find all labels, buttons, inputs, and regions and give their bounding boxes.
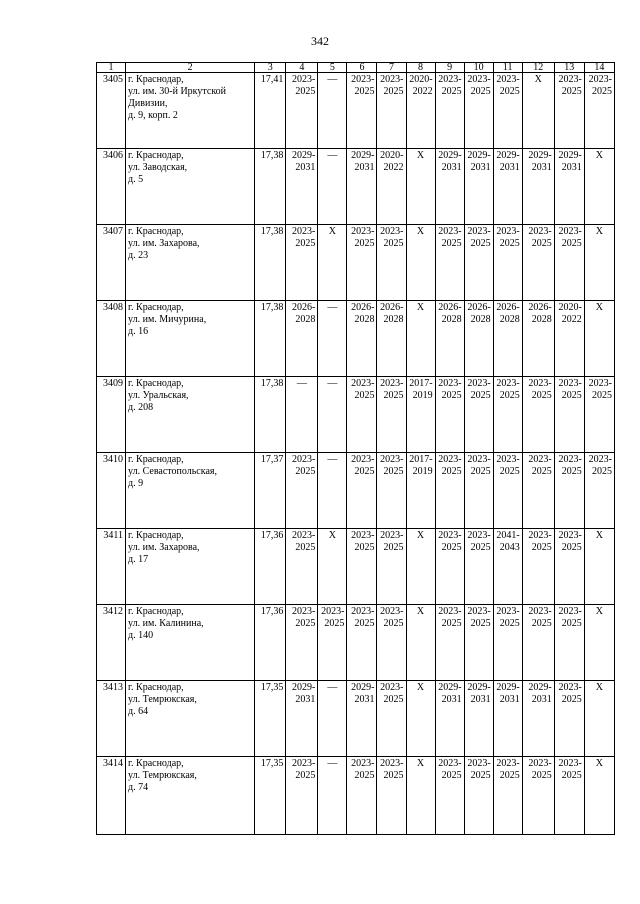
column-header-5: 5	[318, 63, 347, 73]
year-cell: X	[406, 757, 435, 835]
year-cell: —	[286, 377, 318, 453]
year-cell: 2023- 2025	[435, 377, 464, 453]
year-cell: 2023- 2025	[554, 453, 584, 529]
year-cell: 2023- 2025	[493, 73, 522, 149]
year-cell: X	[406, 529, 435, 605]
table-row	[97, 757, 615, 835]
address-line: ул. Севастопольская,	[128, 466, 217, 477]
year-cell: 2023- 2025	[522, 605, 554, 681]
address-line: г. Краснодар,	[128, 530, 184, 541]
year-cell: 2023- 2025	[493, 453, 522, 529]
year-cell: X	[584, 757, 614, 835]
year-cell: 2026- 2028	[435, 301, 464, 377]
year-cell: 2029- 2031	[522, 149, 554, 225]
address-line: ул. им. Мичурина,	[128, 314, 207, 325]
row-number: 3408	[97, 301, 126, 377]
year-cell: 2023- 2025	[464, 757, 493, 835]
table-row	[97, 225, 615, 301]
year-cell: 2023- 2025	[318, 605, 347, 681]
year-cell: 2023- 2025	[493, 605, 522, 681]
year-cell: 2026- 2028	[493, 301, 522, 377]
year-cell: 2023- 2025	[522, 377, 554, 453]
row-number: 3407	[97, 225, 126, 301]
year-cell: 2023- 2025	[347, 225, 377, 301]
address-line: д. 74	[128, 782, 149, 793]
row-number: 3411	[97, 529, 126, 605]
year-cell: 2023- 2025	[286, 73, 318, 149]
address-line: ул. им. Захарова,	[128, 542, 200, 553]
address-line: д. 64	[128, 706, 149, 717]
year-cell: 2023- 2025	[377, 757, 406, 835]
value-cell: 17,37	[255, 453, 286, 529]
year-cell: 2029- 2031	[286, 149, 318, 225]
year-cell: X	[522, 73, 554, 149]
address-line: ул. Заводская,	[128, 162, 188, 173]
address-line: ул. им. Захарова,	[128, 238, 200, 249]
year-cell: 2023- 2025	[435, 453, 464, 529]
year-cell: 2023- 2025	[464, 605, 493, 681]
address-line: ул. им. 30-й Иркутской	[128, 86, 227, 97]
year-cell: 2026- 2028	[347, 301, 377, 377]
year-cell: 2023- 2025	[435, 73, 464, 149]
table-row	[97, 73, 615, 149]
address-cell	[126, 149, 255, 225]
table-row	[97, 453, 615, 529]
year-cell: 2023- 2025	[584, 453, 614, 529]
year-cell: 2029- 2031	[493, 149, 522, 225]
address-line: г. Краснодар,	[128, 378, 184, 389]
column-header-10: 10	[464, 63, 493, 73]
table-row	[97, 377, 615, 453]
column-header-3: 3	[255, 63, 286, 73]
address-line: д. 16	[128, 326, 149, 337]
year-cell: X	[406, 149, 435, 225]
address-line: д. 140	[128, 630, 154, 641]
year-cell: —	[318, 681, 347, 757]
year-cell: 2023- 2025	[347, 605, 377, 681]
address-line: г. Краснодар,	[128, 74, 184, 85]
address-cell	[126, 73, 255, 149]
value-cell: 17,38	[255, 377, 286, 453]
year-cell: 2029- 2031	[493, 681, 522, 757]
year-cell: 2023- 2025	[554, 529, 584, 605]
row-number: 3412	[97, 605, 126, 681]
table-row	[97, 301, 615, 377]
column-header-13: 13	[554, 63, 584, 73]
year-cell: 2023- 2025	[286, 757, 318, 835]
address-cell	[126, 681, 255, 757]
year-cell: —	[318, 453, 347, 529]
year-cell: 2017- 2019	[406, 377, 435, 453]
column-header-7: 7	[377, 63, 406, 73]
year-cell: 2023- 2025	[464, 453, 493, 529]
year-cell: 2023- 2025	[377, 681, 406, 757]
address-line: ул. Уральская,	[128, 390, 189, 401]
year-cell: 2023- 2025	[377, 453, 406, 529]
address-cell	[126, 529, 255, 605]
column-header-4: 4	[286, 63, 318, 73]
year-cell: 2023- 2025	[347, 529, 377, 605]
year-cell: 2023- 2025	[377, 377, 406, 453]
address-line: д. 17	[128, 554, 149, 565]
column-header-6: 6	[347, 63, 377, 73]
column-header-12: 12	[522, 63, 554, 73]
address-line: г. Краснодар,	[128, 758, 184, 769]
year-cell: 2023- 2025	[435, 605, 464, 681]
year-cell: 2023- 2025	[554, 377, 584, 453]
year-cell: 2023- 2025	[584, 377, 614, 453]
year-cell: 2023- 2025	[522, 529, 554, 605]
year-cell: —	[318, 73, 347, 149]
year-cell: 2023- 2025	[554, 757, 584, 835]
row-number: 3406	[97, 149, 126, 225]
year-cell: 2023- 2025	[286, 605, 318, 681]
year-cell: X	[318, 225, 347, 301]
year-cell: X	[406, 301, 435, 377]
year-cell: 2026- 2028	[286, 301, 318, 377]
column-header-1: 1	[97, 63, 126, 73]
address-line: ул. им. Калинина,	[128, 618, 204, 629]
year-cell: 2023- 2025	[435, 529, 464, 605]
address-line: г. Краснодар,	[128, 226, 184, 237]
year-cell: 2029- 2031	[464, 681, 493, 757]
column-header-2: 2	[126, 63, 255, 73]
year-cell: 2017- 2019	[406, 453, 435, 529]
year-cell: 2023- 2025	[493, 377, 522, 453]
year-cell: 2029- 2031	[435, 681, 464, 757]
table-row	[97, 529, 615, 605]
address-cell	[126, 377, 255, 453]
year-cell: X	[406, 605, 435, 681]
address-line: д. 23	[128, 250, 149, 261]
year-cell: 2023- 2025	[464, 225, 493, 301]
year-cell: —	[318, 377, 347, 453]
year-cell: 2023- 2025	[377, 73, 406, 149]
column-header-11: 11	[493, 63, 522, 73]
row-number: 3409	[97, 377, 126, 453]
address-line: г. Краснодар,	[128, 682, 184, 693]
year-cell: 2023- 2025	[286, 225, 318, 301]
value-cell: 17,36	[255, 605, 286, 681]
column-header-8: 8	[406, 63, 435, 73]
year-cell: X	[584, 529, 614, 605]
year-cell: 2023- 2025	[347, 757, 377, 835]
value-cell: 17,36	[255, 529, 286, 605]
year-cell: X	[406, 681, 435, 757]
year-cell: 2023- 2025	[286, 529, 318, 605]
address-cell	[126, 605, 255, 681]
year-cell: 2023- 2025	[493, 757, 522, 835]
year-cell: —	[318, 301, 347, 377]
year-cell: X	[584, 301, 614, 377]
row-number: 3413	[97, 681, 126, 757]
year-cell: 2023- 2025	[554, 225, 584, 301]
year-cell: 2023- 2025	[435, 757, 464, 835]
address-line: г. Краснодар,	[128, 606, 184, 617]
year-cell: 2023- 2025	[584, 73, 614, 149]
address-line: д. 9, корп. 2	[128, 110, 178, 121]
address-line: д. 208	[128, 402, 154, 413]
year-cell: 2029- 2031	[435, 149, 464, 225]
year-cell: 2023- 2025	[493, 225, 522, 301]
header-row	[97, 63, 615, 73]
value-cell: 17,38	[255, 149, 286, 225]
value-cell: 17,35	[255, 681, 286, 757]
year-cell: 2029- 2031	[286, 681, 318, 757]
year-cell: 2023- 2025	[464, 377, 493, 453]
year-cell: 2023- 2025	[347, 73, 377, 149]
row-number: 3405	[97, 73, 126, 149]
year-cell: X	[318, 529, 347, 605]
year-cell: X	[584, 681, 614, 757]
year-cell: 2029- 2031	[554, 149, 584, 225]
year-cell: 2023- 2025	[522, 757, 554, 835]
table-row	[97, 681, 615, 757]
year-cell: 2029- 2031	[522, 681, 554, 757]
address-cell	[126, 453, 255, 529]
year-cell: 2026- 2028	[377, 301, 406, 377]
address-line: Дивизии,	[128, 98, 168, 109]
year-cell: X	[406, 225, 435, 301]
year-cell: 2023- 2025	[377, 225, 406, 301]
address-cell	[126, 225, 255, 301]
year-cell: 2023- 2025	[347, 453, 377, 529]
year-cell: X	[584, 225, 614, 301]
address-line: д. 5	[128, 174, 144, 185]
address-line: г. Краснодар,	[128, 150, 184, 161]
year-cell: 2020- 2022	[406, 73, 435, 149]
year-cell: —	[318, 757, 347, 835]
year-cell: 2020- 2022	[377, 149, 406, 225]
address-cell	[126, 301, 255, 377]
address-line: ул. Темрюкская,	[128, 770, 197, 781]
year-cell: X	[584, 149, 614, 225]
year-cell: 2023- 2025	[464, 73, 493, 149]
year-cell: 2026- 2028	[522, 301, 554, 377]
year-cell: 2023- 2025	[554, 73, 584, 149]
column-header-14: 14	[584, 63, 614, 73]
year-cell: 2023- 2025	[377, 529, 406, 605]
year-cell: 2023- 2025	[522, 225, 554, 301]
year-cell: 2041- 2043	[493, 529, 522, 605]
year-cell: 2023- 2025	[522, 453, 554, 529]
address-cell	[126, 757, 255, 835]
year-cell: 2023- 2025	[554, 605, 584, 681]
year-cell: 2029- 2031	[464, 149, 493, 225]
value-cell: 17,38	[255, 225, 286, 301]
row-number: 3414	[97, 757, 126, 835]
year-cell: 2020- 2022	[554, 301, 584, 377]
year-cell: 2023- 2025	[347, 377, 377, 453]
year-cell: 2029- 2031	[347, 149, 377, 225]
value-cell: 17,41	[255, 73, 286, 149]
year-cell: 2023- 2025	[435, 225, 464, 301]
year-cell: —	[318, 149, 347, 225]
year-cell: 2026- 2028	[464, 301, 493, 377]
data-table	[96, 62, 615, 835]
year-cell: X	[584, 605, 614, 681]
table-row	[97, 605, 615, 681]
page-number: 342	[311, 34, 329, 48]
year-cell: 2023- 2025	[286, 453, 318, 529]
address-line: д. 9	[128, 478, 144, 489]
column-header-9: 9	[435, 63, 464, 73]
address-line: ул. Темрюкская,	[128, 694, 197, 705]
value-cell: 17,38	[255, 301, 286, 377]
year-cell: 2029- 2031	[347, 681, 377, 757]
value-cell: 17,35	[255, 757, 286, 835]
address-line: г. Краснодар,	[128, 302, 184, 313]
year-cell: 2023- 2025	[377, 605, 406, 681]
row-number: 3410	[97, 453, 126, 529]
year-cell: 2023- 2025	[464, 529, 493, 605]
year-cell: 2023- 2025	[554, 681, 584, 757]
table-body	[97, 73, 615, 835]
table-row	[97, 149, 615, 225]
address-line: г. Краснодар,	[128, 454, 184, 465]
